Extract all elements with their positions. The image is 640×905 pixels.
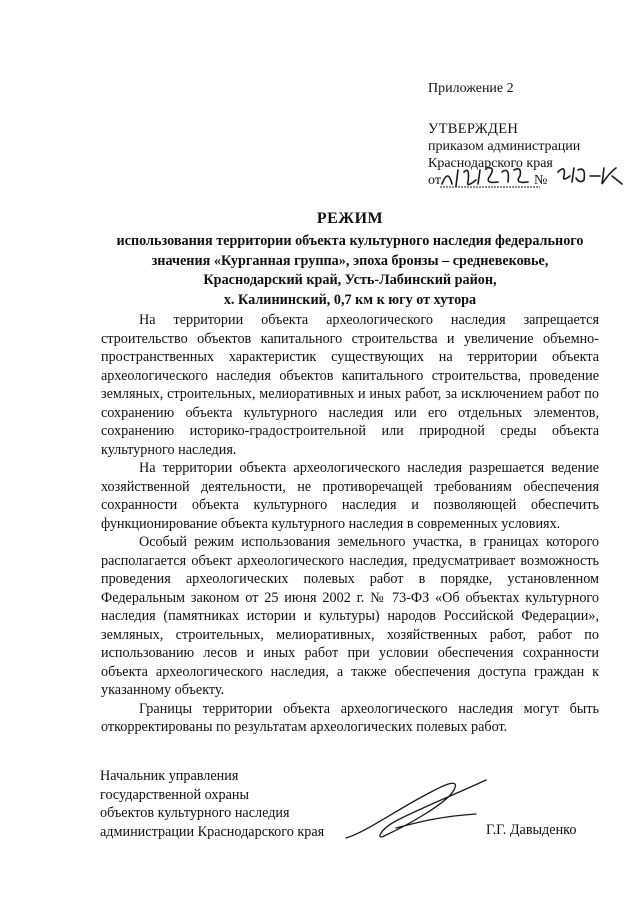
order-date-number-line	[428, 172, 628, 194]
title-main: РЕЖИМ	[316, 210, 384, 227]
body-paragraph-3: Особый режим использования земельного участка, в границах которого располагается объект археологического наследия, предусматривает возможность проведения археологических полевых работ в порядке, установленном Федеральным законом от 25 июня 2002 г. № 73-ФЗ «Об объектах культурного наследия (памятниках истории и культуры) народов Российской Федерации», земляных, строительных, мелиоративных, хозяйственных работ, работ по использованию лесов и иных работ при условии обеспечения сохранности объекта археологического наследия, а также обеспечения доступа граждан к указанному объекту.	[101, 534, 599, 698]
approval-line-1: приказом администрации	[428, 139, 581, 154]
number-label: №	[534, 173, 548, 188]
title-line-3: Краснодарский край, Усть-Лабинский район,	[203, 272, 497, 288]
approved-heading: УТВЕРЖДЕН	[428, 121, 519, 137]
body-paragraph-4: Границы территории объекта археологического наследия могут быть откорректированы по результатам археологических полевых работ.	[101, 700, 599, 735]
title-line-2: значения «Курганная группа», эпоха бронзы – средневековье,	[151, 252, 549, 269]
signatory-line-1: Начальник управления	[100, 768, 239, 784]
handwritten-signature	[336, 770, 496, 850]
document-title	[90, 210, 610, 310]
body-paragraph-1: На территории объекта археологического наследия запрещается строительство объектов капитального строительства и увеличение объемно-пространственных характеристик существующих на территории объекта археологического наследия объектов капитального строительства, проведение земляных, строительных, мелиоративных и иных работ, за исключением работ по сохранению объекта культурного наследия или его отдельных элементов, сохранению историко-градостроительной или природной среды объекта культурного наследия.	[101, 312, 599, 458]
signatory-name: Г.Г. Давыденко	[486, 822, 577, 838]
signatory-title	[100, 767, 324, 841]
appendix-label: Приложение 2	[428, 81, 514, 96]
approval-line-2: Краснодарского края	[428, 156, 553, 171]
approval-block	[428, 80, 628, 194]
body-paragraph-2: На территории объекта археологического наследия разрешается ведение хозяйственной деятельности, не противоречащей требованиям обеспечения сохранности объекта культурного наследия и позволяющей обеспечить функционирование объекта культурного наследия в современных условиях.	[101, 460, 599, 532]
signatory-line-2: государственной охраны	[100, 786, 250, 803]
from-label: от	[428, 173, 441, 188]
document-body	[101, 311, 599, 737]
title-line-4: х. Калининский, 0,7 км к югу от хутора	[223, 291, 477, 308]
signatory-line-4: администрации Краснодарского края	[100, 823, 325, 840]
signatory-line-3: объектов культурного наследия	[100, 805, 290, 821]
title-line-1: использования территории объекта культурного наследия федерального	[116, 233, 584, 249]
